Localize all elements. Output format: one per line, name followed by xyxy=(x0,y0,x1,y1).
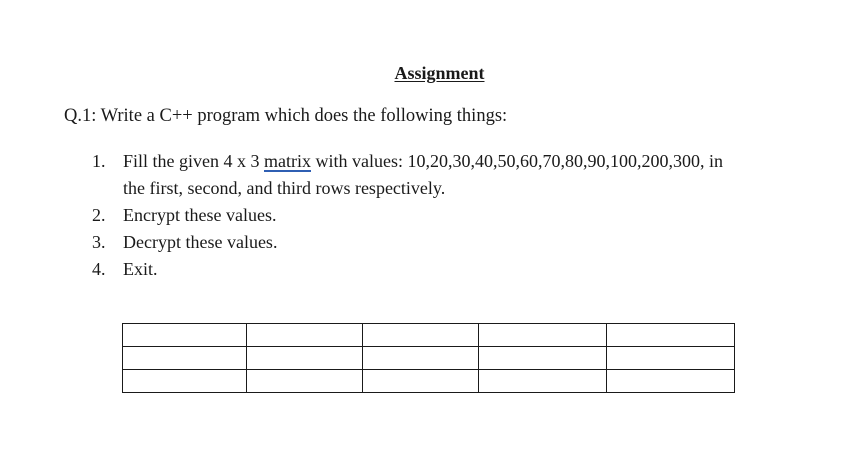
table-cell xyxy=(247,347,363,370)
table-cell xyxy=(363,347,479,370)
list-number: 2. xyxy=(92,205,106,225)
empty-matrix-table xyxy=(122,323,735,393)
list-item-text: Fill the given 4 x 3 xyxy=(123,151,264,171)
list-number: 3. xyxy=(92,232,106,252)
table-cell xyxy=(123,370,247,393)
list-item-text: with values: 10,20,30,40,50,60,70,80,90,100,200,300, in xyxy=(311,151,723,171)
table-cell xyxy=(607,370,735,393)
assignment-title: Assignment xyxy=(394,63,485,83)
list-item xyxy=(92,148,812,202)
table-cell xyxy=(363,370,479,393)
list-item-line xyxy=(123,148,812,175)
list-number: 4. xyxy=(92,259,106,279)
table-cell xyxy=(123,324,247,347)
list-item xyxy=(92,229,812,256)
table-cell xyxy=(607,347,735,370)
table-cell xyxy=(363,324,479,347)
table-cell xyxy=(247,370,363,393)
matrix-word: matrix xyxy=(264,151,311,171)
question-text: Q.1: Write a C++ program which does the following things: xyxy=(64,106,508,126)
list-item-line: the first, second, and third rows respectively. xyxy=(123,178,446,198)
list-item xyxy=(92,256,812,283)
table-row xyxy=(123,324,735,347)
list-item-text: Decrypt these values. xyxy=(123,232,278,252)
table-cell xyxy=(607,324,735,347)
task-list xyxy=(92,148,812,283)
list-item-text: Exit. xyxy=(123,259,158,279)
table-cell xyxy=(247,324,363,347)
list-item xyxy=(92,202,812,229)
table-cell xyxy=(479,347,607,370)
list-item-text: Encrypt these values. xyxy=(123,205,277,225)
table-row xyxy=(123,370,735,393)
table-cell xyxy=(479,370,607,393)
list-number: 1. xyxy=(92,151,106,171)
table-cell xyxy=(479,324,607,347)
table-row xyxy=(123,347,735,370)
table-cell xyxy=(123,347,247,370)
